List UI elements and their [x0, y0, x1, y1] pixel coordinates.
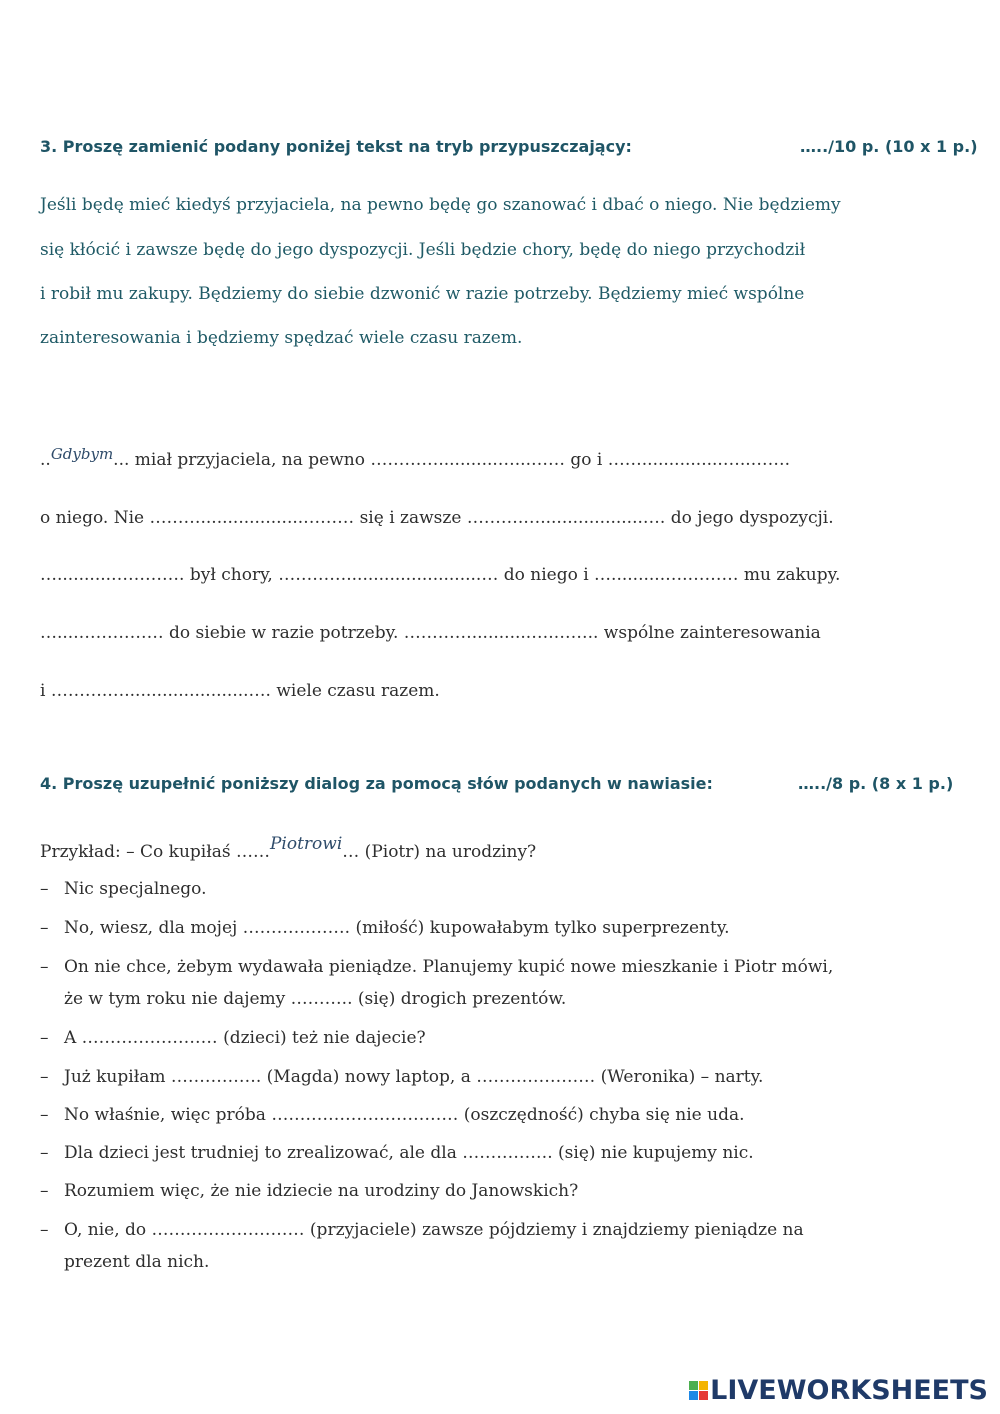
example-suffix: … (Piotr) na urodziny? — [342, 842, 537, 862]
dialog-text: On nie chce, żebym wydawała pieniądze. Planujemy kupić nowe mieszkanie i Piotr mówi, — [64, 957, 834, 977]
task3-score: …../10 p. (10 x 1 p.) — [800, 137, 978, 156]
task3-text-line-4: zainteresowania i będziemy spędzać wiele czasu razem. — [40, 328, 523, 348]
task4-example — [40, 834, 537, 862]
logo-tile — [699, 1391, 708, 1400]
dash: – — [40, 957, 49, 977]
task3-heading: 3. Proszę zamienić podany poniżej tekst na tryb przypuszczający: — [40, 137, 632, 156]
example-prefix: Przykład: – Co kupiłaś …… — [40, 842, 270, 862]
task3-text-line-2: się kłócić i zawsze będę do jego dyspozycji. Jeśli będzie chory, będę do niego przychodził — [40, 240, 806, 260]
task3-answer-line-4[interactable]: …....…………… do siebie w razie potrzeby. …………...........….…….. wspólne zainteresowania — [40, 623, 821, 643]
liveworksheets-logo[interactable] — [689, 1376, 988, 1404]
logo-mark-icon — [689, 1381, 708, 1400]
answer-line-1-rest: ... miał przyjaciela, na pewno …………...........…...…… go i ……...............…..……. — [113, 450, 791, 470]
dialog-text: No, wiesz, dla mojej ………………. (miłość) kupowałabym tylko superprezenty. — [64, 918, 730, 938]
dash: – — [40, 1220, 49, 1240]
dialog-text: Dla dzieci jest trudniej to zrealizować, ale dla ……………. (się) nie kupujemy nic. — [64, 1143, 754, 1163]
dialog-line-6[interactable] — [40, 1105, 745, 1125]
dialog-line-2[interactable] — [40, 918, 730, 938]
dialog-text: Już kupiłam ……………. (Magda) nowy laptop, a ………………… (Weronika) – narty. — [64, 1067, 764, 1087]
task3-answer-line-5[interactable]: i ……….….......................…. wiele czasu razem. — [40, 681, 440, 701]
dash: – — [40, 1105, 49, 1125]
dialog-line-8 — [40, 1181, 578, 1201]
dialog-line-7[interactable] — [40, 1143, 754, 1163]
dialog-line-3-continued[interactable]: że w tym roku nie dajemy ……….. (się) drogich prezentów. — [64, 989, 567, 1009]
task3-answer-line-3[interactable]: …..........…………. był chory, ………….........................… do niego i …..........….……… mu zakupy. — [40, 565, 841, 585]
dialog-text: Rozumiem więc, że nie idziecie na urodziny do Janowskich? — [64, 1181, 579, 1201]
logo-text: LIVEWORKSHEETS — [710, 1374, 988, 1406]
dialog-line-1 — [40, 879, 207, 899]
dialog-line-3 — [40, 957, 833, 977]
task4-heading: 4. Proszę uzupełnić poniższy dialog za pomocą słów podanych w nawiasie: — [40, 774, 713, 793]
logo-tile — [689, 1391, 698, 1400]
logo-tile — [689, 1381, 698, 1390]
dash: – — [40, 1143, 49, 1163]
dialog-text: A …………………… (dzieci) też nie dajecie? — [64, 1028, 426, 1048]
task3-text-line-1: Jeśli będę mieć kiedyś przyjaciela, na pewno będę go szanować i dbać o niego. Nie będziemy — [40, 195, 841, 215]
dialog-line-9[interactable] — [40, 1220, 804, 1240]
logo-tile — [699, 1381, 708, 1390]
dialog-text: Nic specjalnego. — [64, 879, 207, 899]
dash: – — [40, 879, 49, 899]
handwritten-answer: Gdybym — [50, 445, 114, 463]
dialog-line-4[interactable] — [40, 1028, 426, 1048]
dialog-line-5[interactable] — [40, 1067, 763, 1087]
task3-answer-line-2[interactable]: o niego. Nie ………...................……… się i zawsze ……….…...................…. do jego dyspozycji. — [40, 508, 834, 528]
task3-text-line-3: i robił mu zakupy. Będziemy do siebie dzwonić w razie potrzeby. Będziemy mieć wspólne — [40, 284, 805, 304]
dash: – — [40, 918, 49, 938]
dash: – — [40, 1067, 49, 1087]
dialog-text: O, nie, do ……………………… (przyjaciele) zawsze pójdziemy i znajdziemy pieniądze na — [64, 1220, 804, 1240]
example-handwritten: Piotrowi — [269, 834, 343, 854]
dialog-text: No właśnie, więc próba …………………………… (oszczędność) chyba się nie uda. — [64, 1105, 745, 1125]
task3-answer-line-1 — [40, 445, 791, 470]
dialog-line-9-continued: prezent dla nich. — [64, 1252, 210, 1272]
dash: – — [40, 1028, 49, 1048]
answer-prefix: .. — [40, 450, 51, 470]
dash: – — [40, 1181, 49, 1201]
task4-score: …../8 p. (8 x 1 p.) — [798, 774, 954, 793]
